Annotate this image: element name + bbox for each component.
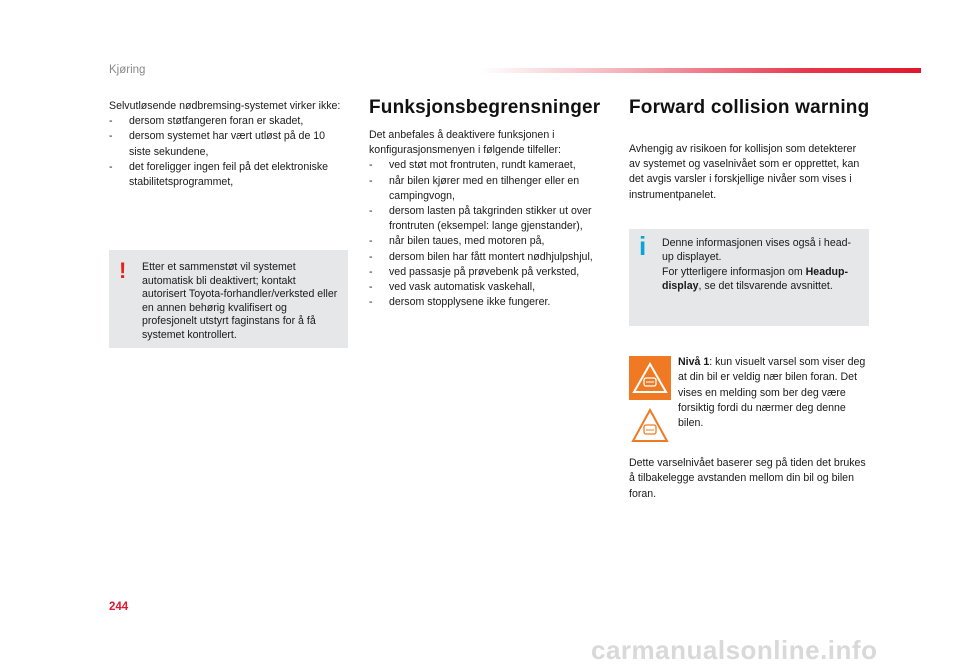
info-line-2-bold: Headup-display [662, 265, 849, 293]
page-number: 244 [109, 601, 129, 613]
list-item: - ved vask automatisk vaskehall, [369, 280, 609, 295]
list-item: - dersom bilen har fått montert nødhjulpshjul, [369, 250, 609, 265]
warning-note-box [109, 250, 348, 348]
list-item: - dersom støtfangeren foran er skadet, [109, 114, 349, 129]
list-item: - dersom stopplysene ikke fungerer. [369, 295, 609, 310]
fcw-heading: Forward collision warning [629, 97, 870, 118]
level-1-text [678, 355, 873, 431]
list-item: - ved passasje på prøvebenk på verksted, [369, 265, 609, 280]
col2-intro: Det anbefales å deaktivere funksjonen i konfigurasjonsmenyen i følgende tilfeller: [369, 129, 561, 157]
list-item: - dersom lasten på takgrinden stikker ut over frontruten (eksempel: lange gjenstander), [369, 204, 609, 234]
collision-warning-icon-outline [629, 406, 671, 446]
col1-list [109, 114, 349, 190]
info-line-1: Denne informasjonen vises også i head-up displayet. [662, 237, 852, 264]
collision-warning-icon-filled [629, 356, 671, 400]
header-accent-line [480, 68, 921, 73]
warning-level-basis-text: Dette varselnivået baserer seg på tiden det brukes å tilbakelegge avstanden mellom din bil og bilen foran. [629, 457, 866, 500]
col3-intro: Avhengig av risikoen for kollisjon som detekterer av systemet og vaselnivået som er opprettet, kan det avgis varsler i forskjellige nivåer som vises i instrumentpanelet. [629, 143, 860, 201]
col2-list [369, 158, 609, 310]
info-line-2-pre: For ytterligere informasjon om [662, 265, 806, 278]
info-note-box [629, 229, 869, 326]
watermark: carmanualsonline.info [591, 635, 878, 665]
info-line-2 [662, 265, 862, 294]
list-item: - ved støt mot frontruten, rundt kameraet, [369, 158, 609, 173]
level-1-label: Nivå 1 [678, 356, 710, 368]
warning-note-text: Etter et sammenstøt vil systemet automatisk bli deaktivert; kontakt autorisert Toyota-forhandler/verksted eller en annen behørig kvalifisert og profesjonelt utstyrt faginstans for å få systemet kontrollert. [142, 261, 338, 341]
list-item: - det foreligger ingen feil på det elektroniske stabilitetsprogrammet, [109, 160, 349, 190]
column-1 [109, 99, 349, 190]
list-item: - når bilen taues, med motoren på, [369, 234, 609, 249]
warning-exclamation-icon: ! [119, 258, 127, 283]
column-3 [629, 142, 869, 203]
info-note-text [662, 236, 862, 294]
limitations-heading: Funksjonsbegrensninger [369, 97, 601, 118]
info-icon: i [639, 231, 647, 261]
column-2 [369, 128, 609, 310]
section-title: Kjøring [109, 64, 146, 76]
list-item: - dersom systemet har vært utløst på de 10 siste sekundene, [109, 129, 349, 159]
col1-intro: Selvutløsende nødbremsing-systemet virker ikke: [109, 100, 341, 112]
info-line-2-post: , se det tilsvarende avsnittet. [698, 280, 833, 293]
level-1-description: : kun visuelt varsel som viser deg at din bil er veldig nær bilen foran. Det vises en melding som ber deg være forsiktig fordi du nærmer deg denne bilen. [678, 356, 866, 430]
list-item: - når bilen kjører med en tilhenger eller en campingvogn, [369, 174, 609, 204]
